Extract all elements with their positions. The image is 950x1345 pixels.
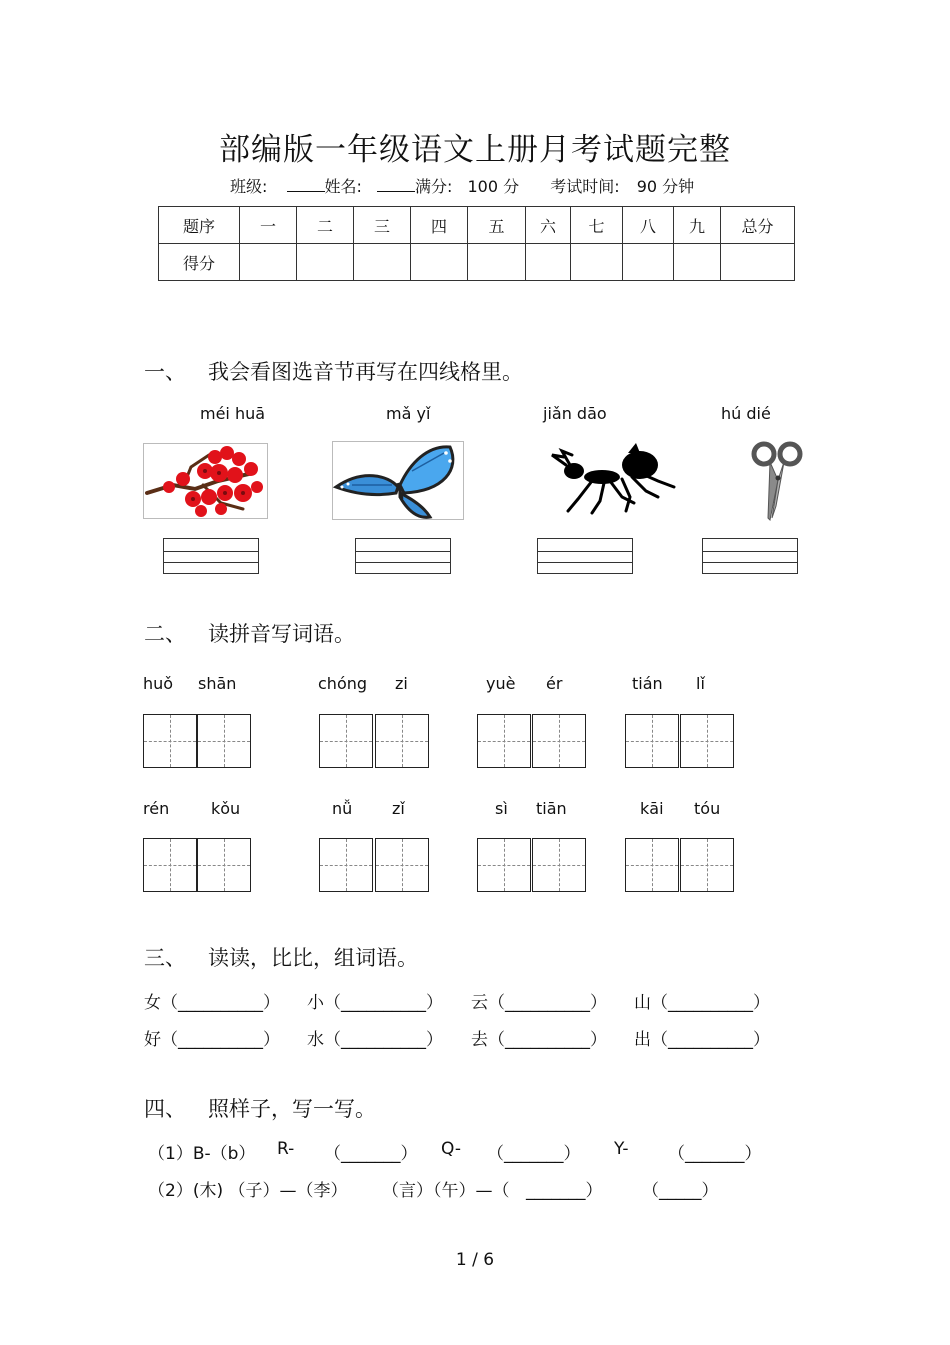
score-input-cell[interactable] xyxy=(354,244,411,281)
section-4-heading xyxy=(144,1093,376,1123)
tian-grid[interactable] xyxy=(375,838,429,892)
pinyin-label: tóu xyxy=(694,799,721,818)
tian-grid[interactable] xyxy=(477,714,531,768)
pinyin-label: zi xyxy=(395,674,408,693)
page-title: 部编版一年级语文上册月考试题完整 xyxy=(219,132,731,168)
time-label: 考试时间: xyxy=(550,177,620,196)
table-row xyxy=(159,207,795,244)
section-title: 读拼音写词语。 xyxy=(208,622,355,646)
section-2-heading xyxy=(144,618,355,648)
section-3-heading xyxy=(144,942,418,972)
score-input-cell[interactable] xyxy=(411,244,468,281)
page-number: 1 / 6 xyxy=(455,1250,495,1270)
four-line-grid[interactable] xyxy=(537,538,633,574)
scissors-picture xyxy=(748,440,804,522)
score-input-cell[interactable] xyxy=(468,244,526,281)
score-input-cell[interactable] xyxy=(721,244,795,281)
four-line-grid[interactable] xyxy=(702,538,798,574)
table-cell: 三 xyxy=(354,207,411,244)
section-title: 读读，比比，组词语。 xyxy=(208,946,418,970)
tian-grid[interactable] xyxy=(680,714,734,768)
tian-grid[interactable] xyxy=(680,838,734,892)
full-score-value: 100 分 xyxy=(467,177,520,196)
tian-grid[interactable] xyxy=(532,714,586,768)
tian-grid[interactable] xyxy=(197,714,251,768)
pinyin-label: lǐ xyxy=(696,674,705,693)
ant-picture xyxy=(548,441,676,517)
prompt-letter: Y- xyxy=(614,1139,629,1159)
score-table xyxy=(158,206,795,281)
score-input-cell[interactable] xyxy=(623,244,674,281)
pinyin-label: jiǎn dāo xyxy=(543,404,607,423)
section-title: 照样子，写一写。 xyxy=(208,1097,376,1121)
table-cell: 题序 xyxy=(159,207,240,244)
section-number: 三、 xyxy=(144,946,186,970)
word-group-item[interactable]: 山（__________） xyxy=(634,993,770,1013)
example-text: （1）B-（b） xyxy=(148,1144,256,1164)
pinyin-label: tiān xyxy=(536,799,567,818)
score-input-cell[interactable] xyxy=(240,244,297,281)
pinyin-label: ér xyxy=(546,674,563,693)
answer-blank[interactable]: （_____） xyxy=(642,1181,719,1201)
plum-blossom-picture xyxy=(143,443,268,519)
word-group-item[interactable]: 小（__________） xyxy=(307,993,443,1013)
tian-grid[interactable] xyxy=(319,838,373,892)
word-group-item[interactable]: 出（__________） xyxy=(634,1030,770,1050)
pinyin-label: hú dié xyxy=(721,404,771,423)
table-cell: 总分 xyxy=(721,207,795,244)
tian-grid[interactable] xyxy=(143,838,197,892)
pinyin-label: nǚ xyxy=(332,799,353,818)
table-row xyxy=(159,244,795,281)
table-cell: 二 xyxy=(297,207,354,244)
section-title: 我会看图选音节再写在四线格里。 xyxy=(208,360,523,384)
prompt-text: （言）（午）—（ xyxy=(382,1181,510,1201)
word-group-item[interactable]: 去（__________） xyxy=(471,1030,607,1050)
tian-grid[interactable] xyxy=(319,714,373,768)
answer-blank[interactable]: （_______） xyxy=(668,1144,762,1164)
tian-grid[interactable] xyxy=(625,838,679,892)
time-value: 90 分钟 xyxy=(636,177,695,196)
pinyin-label: chóng xyxy=(318,674,368,693)
example-text: （2）(木) （子）—（李） xyxy=(148,1181,348,1201)
four-line-grid[interactable] xyxy=(355,538,451,574)
score-input-cell[interactable] xyxy=(674,244,721,281)
section-number: 一、 xyxy=(144,360,186,384)
prompt-letter: Q- xyxy=(441,1139,461,1159)
word-group-item[interactable]: 水（__________） xyxy=(307,1030,443,1050)
section-number: 二、 xyxy=(144,622,186,646)
tian-grid[interactable] xyxy=(375,714,429,768)
name-label: 姓名: xyxy=(324,177,362,196)
pinyin-label: shān xyxy=(198,674,237,693)
word-group-item[interactable]: 好（__________） xyxy=(144,1030,280,1050)
butterfly-picture xyxy=(332,441,464,520)
table-cell: 得分 xyxy=(159,244,240,281)
score-input-cell[interactable] xyxy=(526,244,571,281)
word-group-item[interactable]: 女（__________） xyxy=(144,993,280,1013)
pinyin-label: tián xyxy=(632,674,663,693)
pinyin-label: rén xyxy=(143,799,170,818)
full-score-label: 满分: xyxy=(415,177,453,196)
name-blank[interactable] xyxy=(377,177,415,192)
tian-grid[interactable] xyxy=(532,838,586,892)
word-group-item[interactable]: 云（__________） xyxy=(471,993,607,1013)
prompt-letter: R- xyxy=(277,1139,295,1159)
tian-grid[interactable] xyxy=(625,714,679,768)
pinyin-label: huǒ xyxy=(143,674,174,693)
pinyin-label: mǎ yǐ xyxy=(386,404,431,423)
pinyin-label: zǐ xyxy=(392,799,405,818)
table-cell: 八 xyxy=(623,207,674,244)
table-cell: 四 xyxy=(411,207,468,244)
answer-blank[interactable]: （_______） xyxy=(324,1144,418,1164)
table-cell: 九 xyxy=(674,207,721,244)
tian-grid[interactable] xyxy=(143,714,197,768)
four-line-grid[interactable] xyxy=(163,538,259,574)
tian-grid[interactable] xyxy=(197,838,251,892)
exam-meta xyxy=(230,174,694,197)
section-number: 四、 xyxy=(144,1097,186,1121)
table-cell: 五 xyxy=(468,207,526,244)
class-blank[interactable] xyxy=(287,177,325,192)
pinyin-label: yuè xyxy=(486,674,516,693)
answer-blank[interactable]: （_______） xyxy=(487,1144,581,1164)
pinyin-label: kǒu xyxy=(211,799,241,818)
pinyin-label: kāi xyxy=(640,799,664,818)
table-cell: 一 xyxy=(240,207,297,244)
class-label: 班级: xyxy=(230,177,268,196)
answer-blank[interactable]: _______） xyxy=(526,1181,603,1201)
table-cell: 七 xyxy=(571,207,623,244)
score-input-cell[interactable] xyxy=(571,244,623,281)
pinyin-label: méi huā xyxy=(200,404,266,423)
table-cell: 六 xyxy=(526,207,571,244)
pinyin-label: sì xyxy=(495,799,508,818)
tian-grid[interactable] xyxy=(477,838,531,892)
section-1-heading xyxy=(144,356,523,386)
score-input-cell[interactable] xyxy=(297,244,354,281)
